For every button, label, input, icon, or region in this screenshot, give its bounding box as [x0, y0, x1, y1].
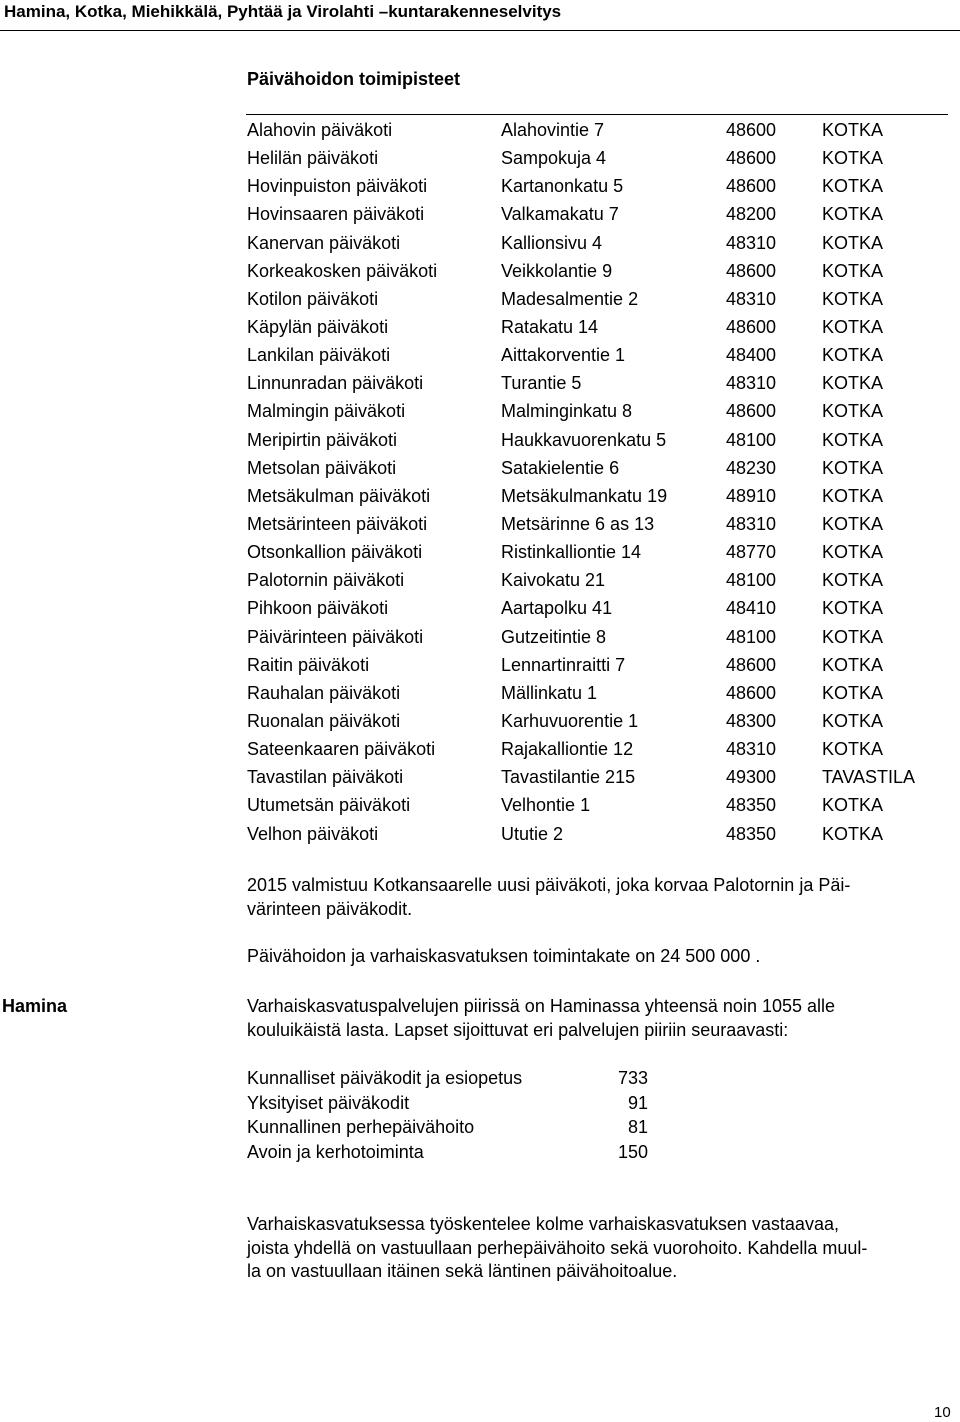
count-value: 733: [617, 1068, 648, 1088]
daycare-name: Metsäkulman päiväkoti: [247, 485, 431, 506]
daycare-city: KOTKA: [822, 401, 884, 422]
daycare-city: KOTKA: [822, 542, 884, 563]
daycare-name: Metsärinteen päiväkoti: [247, 513, 428, 534]
daycare-city: KOTKA: [822, 148, 884, 169]
daycare-city: KOTKA: [822, 823, 884, 844]
daycare-zip: 48200: [726, 204, 777, 225]
daycare-name: Sateenkaaren päiväkoti: [247, 739, 436, 760]
daycare-address: Satakielentie 6: [501, 457, 620, 478]
daycare-city: KOTKA: [822, 345, 884, 366]
daycare-name: Helilän päiväkoti: [247, 148, 379, 169]
daycare-address: Madesalmentie 2: [501, 288, 639, 309]
daycare-name: Utumetsän päiväkoti: [247, 795, 411, 816]
daycare-city: KOTKA: [822, 288, 884, 309]
daycare-zip: 48600: [726, 176, 777, 197]
daycare-zip: 48310: [726, 513, 777, 534]
daycare-zip: 48600: [726, 682, 777, 703]
paragraph-operating-margin: Päivähoidon ja varhaiskasvatuksen toimintakate on 24 500 000 .: [247, 946, 761, 966]
daycare-address: Ratakatu 14: [501, 316, 599, 337]
daycare-address: Valkamakatu 7: [501, 204, 619, 225]
daycare-city: KOTKA: [822, 260, 884, 281]
count-label: Kunnalliset päiväkodit ja esiopetus: [247, 1068, 523, 1088]
count-label: Kunnallinen perhepäivähoito: [247, 1117, 475, 1137]
daycare-name: Alahovin päiväkoti: [247, 120, 393, 140]
daycare-city: KOTKA: [822, 457, 884, 478]
daycare-city: KOTKA: [822, 429, 884, 450]
daycare-zip: 49300: [726, 767, 777, 788]
daycare-city: KOTKA: [822, 373, 884, 394]
daycare-name: Kanervan päiväkoti: [247, 232, 401, 253]
daycare-zip: 48100: [726, 570, 777, 591]
daycare-address: Gutzeitintie 8: [501, 626, 607, 647]
daycare-zip: 48600: [726, 148, 777, 169]
count-value: 150: [617, 1141, 648, 1162]
daycare-zip: 48410: [726, 598, 777, 619]
daycare-name: Metsolan päiväkoti: [247, 457, 397, 478]
daycare-name: Korkeakosken päiväkoti: [247, 260, 438, 281]
daycare-zip: 48100: [726, 429, 777, 450]
daycare-zip: 48310: [726, 739, 777, 760]
daycare-address: Ututie 2: [501, 823, 564, 844]
daycare-zip: 48600: [726, 260, 777, 281]
count-value: 91: [627, 1092, 648, 1113]
daycare-zip: 48310: [726, 373, 777, 394]
count-label: Yksityiset päiväkodit: [247, 1092, 410, 1113]
daycare-zip: 48600: [726, 316, 777, 337]
daycare-city: KOTKA: [822, 739, 884, 760]
daycare-zip: 48910: [726, 485, 777, 506]
daycare-city: KOTKA: [822, 316, 884, 337]
daycare-address: Metsärinne 6 as 13: [501, 513, 655, 534]
daycare-address: Rajakalliontie 12: [501, 739, 634, 760]
daycare-name: Tavastilan päiväkoti: [247, 767, 404, 788]
daycare-name: Meripirtin päiväkoti: [247, 429, 398, 450]
daycare-name: Otsonkallion päiväkoti: [247, 542, 423, 563]
daycare-address: Veikkolantie 9: [501, 260, 613, 281]
daycare-name: Rauhalan päiväkoti: [247, 682, 401, 703]
daycare-address: Metsäkulmankatu 19: [501, 485, 668, 506]
daycare-city: TAVASTILA: [822, 767, 916, 788]
page-number: 10: [934, 1404, 951, 1421]
daycare-address: Kartanonkatu 5: [501, 176, 624, 197]
daycare-address: Turantie 5: [501, 373, 582, 394]
daycare-address: Velhontie 1: [501, 795, 591, 816]
daycare-address: Aartapolku 41: [501, 598, 613, 619]
daycare-city: KOTKA: [822, 626, 884, 647]
document-header: [0, 0, 960, 31]
daycare-city: KOTKA: [822, 120, 884, 140]
daycare-name: Linnunradan päiväkoti: [247, 373, 424, 394]
daycare-address: Mällinkatu 1: [501, 682, 598, 703]
daycare-zip: 48350: [726, 795, 777, 816]
daycare-city: KOTKA: [822, 176, 884, 197]
daycare-address: Malminginkatu 8: [501, 401, 633, 422]
daycare-city: KOTKA: [822, 570, 884, 591]
daycare-name: Käpylän päiväkoti: [247, 316, 389, 337]
daycare-zip: 48100: [726, 626, 777, 647]
daycare-name: Velhon päiväkoti: [247, 823, 379, 844]
daycare-name: Hovinsaaren päiväkoti: [247, 204, 425, 225]
daycare-name: Raitin päiväkoti: [247, 654, 370, 675]
daycare-name: Palotornin päiväkoti: [247, 570, 405, 591]
daycare-address: Karhuvuorentie 1: [501, 710, 639, 731]
daycare-address: Tavastilantie 215: [501, 767, 636, 788]
daycare-address: Ristinkalliontie 14: [501, 542, 642, 563]
daycare-city: KOTKA: [822, 598, 884, 619]
daycare-city: KOTKA: [822, 710, 884, 731]
daycare-address: Lennartinraitti 7: [501, 654, 626, 675]
daycare-city: KOTKA: [822, 204, 884, 225]
daycare-name: Lankilan päiväkoti: [247, 345, 391, 366]
daycare-city: KOTKA: [822, 795, 884, 816]
daycare-city: KOTKA: [822, 485, 884, 506]
daycare-zip: 48310: [726, 232, 777, 253]
daycare-zip: 48400: [726, 345, 777, 366]
daycare-address: Aittakorventie 1: [501, 345, 626, 366]
daycare-zip: 48350: [726, 823, 777, 844]
side-label-hamina: Hamina: [2, 996, 68, 1016]
paragraph-new-daycare: 2015 valmistuu Kotkansaarelle uusi päiväkoti, joka korvaa Palotornin ja Päi- värinteen päiväkodit.: [247, 875, 851, 919]
count-value: 81: [627, 1117, 648, 1137]
count-label: Avoin ja kerhotoiminta: [247, 1141, 424, 1162]
daycare-zip: 48600: [726, 120, 777, 140]
daycare-address: Kallionsivu 4: [501, 232, 603, 253]
daycare-name: Pihkoon päiväkoti: [247, 598, 389, 619]
daycare-zip: 48300: [726, 710, 777, 731]
daycare-name: Ruonalan päiväkoti: [247, 710, 401, 731]
daycare-address: Sampokuja 4: [501, 148, 607, 169]
paragraph-staff: Varhaiskasvatuksessa työskentelee kolme varhaiskasvatuksen vastaavaa, joista yhdellä on vastuullaan perhepäivähoito sekä vuorohoito. Kahdella muul- la on vastuullaan itäinen sekä läntinen päivähoitoalue.: [247, 1214, 868, 1281]
daycare-address: Kaivokatu 21: [501, 570, 606, 591]
paragraph-hamina-intro: Varhaiskasvatuspalvelujen piirissä on Haminassa yhteensä noin 1055 alle kouluikäistä lasta. Lapset sijoittuvat eri palvelujen piiriin seuraavasti:: [247, 996, 836, 1040]
header-title: Hamina, Kotka, Miehikkälä, Pyhtää ja Virolahti –kuntarakenneselvitys: [4, 2, 562, 21]
table-top-rule: [246, 114, 948, 115]
daycare-zip: 48230: [726, 457, 777, 478]
daycare-city: KOTKA: [822, 654, 884, 675]
daycare-address: Alahovintie 7: [501, 120, 605, 140]
daycare-city: KOTKA: [822, 513, 884, 534]
daycare-name: Kotilon päiväkoti: [247, 288, 379, 309]
daycare-name: Päivärinteen päiväkoti: [247, 626, 424, 647]
daycare-city: KOTKA: [822, 682, 884, 703]
daycare-name: Malmingin päiväkoti: [247, 401, 406, 422]
daycare-address: Haukkavuorenkatu 5: [501, 429, 667, 450]
daycare-zip: 48770: [726, 542, 777, 563]
daycare-zip: 48600: [726, 654, 777, 675]
daycare-zip: 48310: [726, 288, 777, 309]
section-title: Päivähoidon toimipisteet: [247, 69, 461, 89]
daycare-zip: 48600: [726, 401, 777, 422]
daycare-city: KOTKA: [822, 232, 884, 253]
daycare-name: Hovinpuiston päiväkoti: [247, 176, 428, 197]
